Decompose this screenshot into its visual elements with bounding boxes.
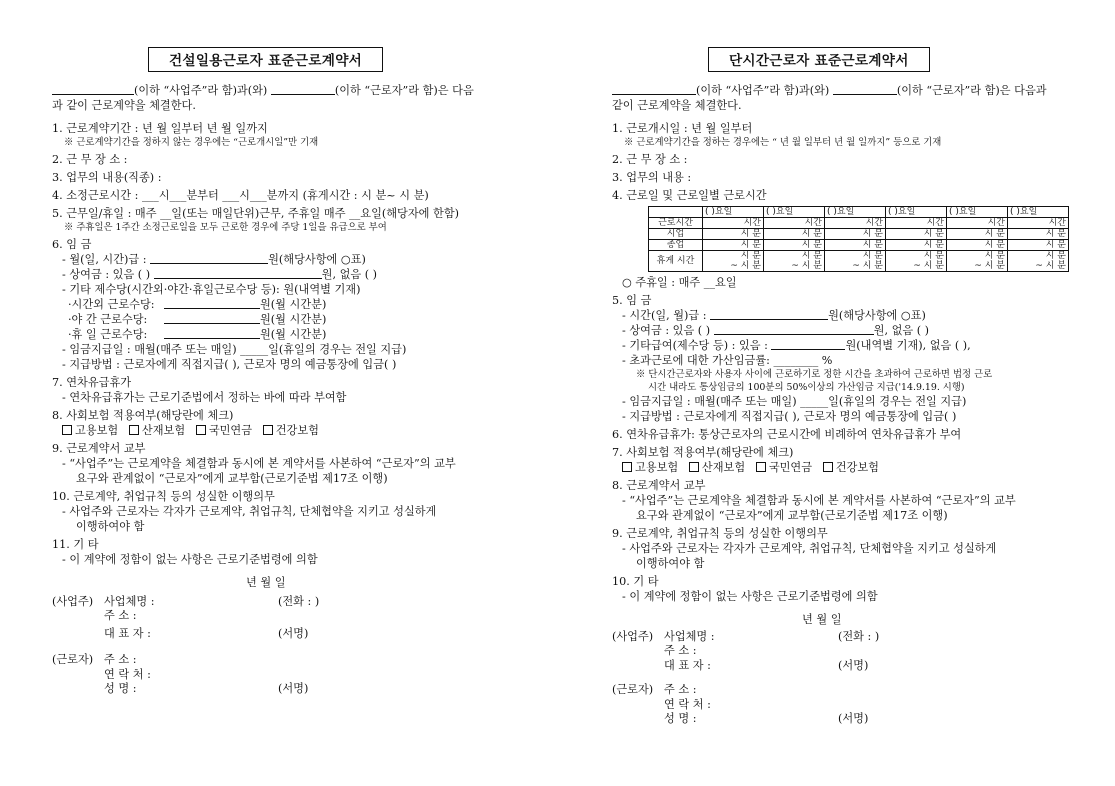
- table-row: 종업 시 분 시 분 시 분 시 분 시 분 시 분: [649, 240, 1069, 251]
- checkbox-industrial-accident-insurance[interactable]: [129, 425, 139, 435]
- section-start-date: 1. 근로개시일 : 년 월 일부터: [612, 122, 753, 135]
- wage-overtime-rate: - 초과근로에 대한 가산임금률: ________ %: [622, 354, 833, 367]
- employer-signature: (서명): [278, 626, 309, 640]
- wage-bonus: - 상여금 : 있음 ( ) 원, 없음 ( ): [62, 268, 378, 281]
- intro-line-1: (이하 “사업주”라 함)과(와) (이하 “근로자”라 함)은 다음과: [612, 84, 1072, 99]
- checkbox-national-pension[interactable]: [756, 462, 766, 472]
- allowance-night: ·야 간 근로수당: 원(월 시간분): [68, 313, 327, 326]
- faithful-performance-text-1: - 사업주와 근로자는 각자가 근로계약, 취업규칙, 단체협약을 지키고 성실하게: [62, 505, 437, 518]
- allowance-holiday: ·휴 일 근로수당: 원(월 시간분): [68, 328, 327, 341]
- intro-line-1: (이하 “사업주”라 함)과(와) (이하 “근로자”라 함)은 다음: [52, 84, 522, 99]
- section-workdays-note: ※ 주휴일은 1주간 소정근로일을 모두 근로한 경우에 주당 1일을 유급으로 부여: [64, 222, 387, 233]
- intro-line-2: 과 같이 근로계약을 체결한다.: [52, 98, 196, 112]
- employer-name-row: (사업주) 사업체명 : (전화 : ): [612, 629, 880, 643]
- section-wages: 6. 임 금: [52, 238, 92, 251]
- social-insurance-options: 고용보험 산재보험 국민연금 건강보험: [612, 460, 1072, 475]
- checkbox-employment-insurance[interactable]: [622, 462, 632, 472]
- overtime-note-2: 시간 내라도 통상임금의 100분의 50%이상의 가산임금 지급('14.9.19. 시행): [648, 382, 965, 393]
- faithful-performance-text-2: 이행하여야 함: [76, 520, 145, 533]
- employer-address-row: 주 소 :: [104, 609, 137, 622]
- section-start-date-note: ※ 근로계약기간을 정하는 경우에는 “ 년 월 일부터 년 월 일까지” 등으로 기재: [624, 137, 942, 148]
- contract-delivery-text-2: 요구와 관계없이 “근로자”에게 교부함(근로기준법 제17조 이행): [636, 509, 948, 522]
- wage-base: - 월(일, 시간)급 : 원(해당사항에 ○표): [62, 253, 366, 266]
- part-time-worker-contract: [612, 47, 1072, 727]
- employer-address-row: 주 소 :: [664, 644, 697, 657]
- working-hours-table: [648, 206, 1069, 272]
- faithful-performance-text-2: 이행하여야 함: [636, 557, 705, 570]
- worker-address-row: (근로자) 주 소 :: [52, 653, 137, 666]
- worker-signature: (서명): [278, 682, 309, 695]
- checkbox-employment-insurance[interactable]: [62, 425, 72, 435]
- weekly-holiday: ○ 주휴일 : 매주 __요일: [622, 276, 737, 289]
- section-others: 10. 기 타: [612, 575, 659, 588]
- others-text: - 이 계약에 정함이 없는 사항은 근로기준법령에 의함: [622, 590, 878, 603]
- wage-base: - 시간(일, 월)급 : 원(해당사항에 ○표): [622, 309, 926, 322]
- intro-line-2: 같이 근로계약을 체결한다.: [612, 98, 742, 112]
- section-workplace: 2. 근 무 장 소 :: [612, 153, 688, 166]
- section-faithful-performance: 9. 근로계약, 취업규칙 등의 성실한 이행의무: [612, 527, 828, 540]
- employer-signature: (서명): [838, 658, 869, 672]
- table-row: 휴게 시간 시 분 ~ 시 분 시 분 ~ 시 분 시 분 ~ 시 분 시 분 ~ 시 분 시 분 ~ 시 분 시 분 ~ 시 분: [649, 251, 1069, 272]
- worker-signature: (서명): [838, 712, 869, 725]
- checkbox-health-insurance[interactable]: [263, 425, 273, 435]
- section-social-insurance: 7. 사회보험 적용여부(해당란에 체크): [612, 446, 794, 459]
- worker-contact-row: 연 락 처 :: [104, 667, 151, 681]
- section-workplace: 2. 근 무 장 소 :: [52, 153, 128, 166]
- wage-allowances: - 기타 제수당(시간외·야간·휴일근로수당 등): 원(내역별 기재): [62, 283, 361, 296]
- table-row: 근로시간 시간 시간 시간 시간 시간 시간: [649, 218, 1069, 229]
- section-job-description: 3. 업무의 내용 :: [612, 171, 692, 184]
- section-contract-period: 1. 근로계약기간 : 년 월 일부터 년 월 일까지: [52, 122, 268, 135]
- contract-date: 년 월 일: [246, 576, 286, 589]
- section-faithful-performance: 10. 근로계약, 취업규칙 등의 성실한 이행의무: [52, 490, 275, 503]
- section-workdays-holidays: 5. 근무일/휴일 : 매주 __일(또는 매일단위)근무, 주휴일 매주 __요일(해당자에 한함): [52, 207, 460, 220]
- worker-contact-row: 연 락 처 :: [664, 697, 711, 711]
- construction-daily-worker-contract: [52, 47, 522, 697]
- section-contract-delivery: 9. 근로계약서 교부: [52, 442, 146, 455]
- annual-leave-text: - 연차유급휴가는 근로기준법에서 정하는 바에 따라 부여함: [62, 391, 347, 404]
- faithful-performance-text-1: - 사업주와 근로자는 각자가 근로계약, 취업규칙, 단체협약을 지키고 성실하게: [622, 542, 997, 555]
- wage-payment-method: - 지급방법 : 근로자에게 직접지급( ), 근로자 명의 예금통장에 입금( ): [622, 410, 957, 423]
- section-annual-leave: 6. 연차유급휴가: 통상근로자의 근로시간에 비례하여 연차유급휴가 부여: [612, 428, 962, 441]
- checkbox-national-pension[interactable]: [196, 425, 206, 435]
- wage-other-pay: - 기타급여(제수당 등) : 있음 : 원(내역별 기재), 없음 ( ),: [622, 339, 971, 352]
- employer-name-row: (사업주) 사업체명 : (전화 : ): [52, 594, 320, 608]
- employer-rep-row: 대 표 자 : (서명): [104, 626, 309, 640]
- allowance-overtime: ·시간외 근로수당: 원(월 시간분): [68, 298, 327, 311]
- others-text: - 이 계약에 정함이 없는 사항은 근로기준법령에 의함: [62, 553, 318, 566]
- wage-payday: - 임금지급일 : 매월(매주 또는 매일) _____일(휴일의 경우는 전일 지급): [622, 395, 967, 408]
- contract-delivery-text-1: - “사업주”는 근로계약을 체결함과 동시에 본 계약서를 사본하여 “근로자”의 교부: [622, 494, 1016, 507]
- checkbox-industrial-accident-insurance[interactable]: [689, 462, 699, 472]
- worker-name-row: 성 명 : (서명): [104, 682, 309, 695]
- section-working-hours: 4. 소정근로시간 : ___시___분부터 ___시___분까지 (휴게시간 : 시 분~ 시 분): [52, 189, 429, 202]
- contract-title: 건설일용근로자 표준근로계약서: [148, 47, 383, 72]
- section-annual-leave: 7. 연차유급휴가: [52, 376, 132, 389]
- worker-name-row: 성 명 : (서명): [664, 712, 869, 725]
- wage-payday: - 임금지급일 : 매월(매주 또는 매일) _____일(휴일의 경우는 전일 지급): [62, 343, 407, 356]
- section-wages: 5. 임 금: [612, 294, 652, 307]
- section-job-description: 3. 업무의 내용(직종) :: [52, 171, 162, 184]
- social-insurance-options: 고용보험 산재보험 국민연금 건강보험: [52, 423, 522, 438]
- section-social-insurance: 8. 사회보험 적용여부(해당란에 체크): [52, 409, 234, 422]
- wage-payment-method: - 지급방법 : 근로자에게 직접지급( ), 근로자 명의 예금통장에 입금( ): [62, 358, 397, 371]
- table-row: 시업 시 분 시 분 시 분 시 분 시 분 시 분: [649, 229, 1069, 240]
- contract-delivery-text-1: - “사업주”는 근로계약을 체결함과 동시에 본 계약서를 사본하여 “근로자”의 교부: [62, 457, 456, 470]
- section-contract-delivery: 8. 근로계약서 교부: [612, 479, 706, 492]
- worker-address-row: (근로자) 주 소 :: [612, 683, 697, 696]
- employer-rep-row: 대 표 자 : (서명): [664, 658, 869, 672]
- table-header-row: ( )요일 ( )요일 ( )요일 ( )요일 ( )요일 ( )요일: [649, 207, 1069, 218]
- section-workdays-hours: 4. 근로일 및 근로일별 근로시간: [612, 189, 767, 202]
- contract-date: 년 월 일: [802, 613, 842, 626]
- contract-delivery-text-2: 요구와 관계없이 “근로자”에게 교부함(근로기준법 제17조 이행): [76, 472, 388, 485]
- wage-bonus: - 상여금 : 있음 ( ) 원, 없음 ( ): [622, 324, 930, 337]
- contract-title: 단시간근로자 표준근로계약서: [708, 47, 930, 72]
- checkbox-health-insurance[interactable]: [823, 462, 833, 472]
- section-contract-period-note: ※ 근로계약기간을 정하지 않는 경우에는 “근로개시일”만 기재: [64, 137, 319, 148]
- overtime-note-1: ※ 단시간근로자와 사용자 사이에 근로하기로 정한 시간을 초과하여 근로하면 법정 근로: [636, 369, 993, 380]
- section-others: 11. 기 타: [52, 538, 99, 551]
